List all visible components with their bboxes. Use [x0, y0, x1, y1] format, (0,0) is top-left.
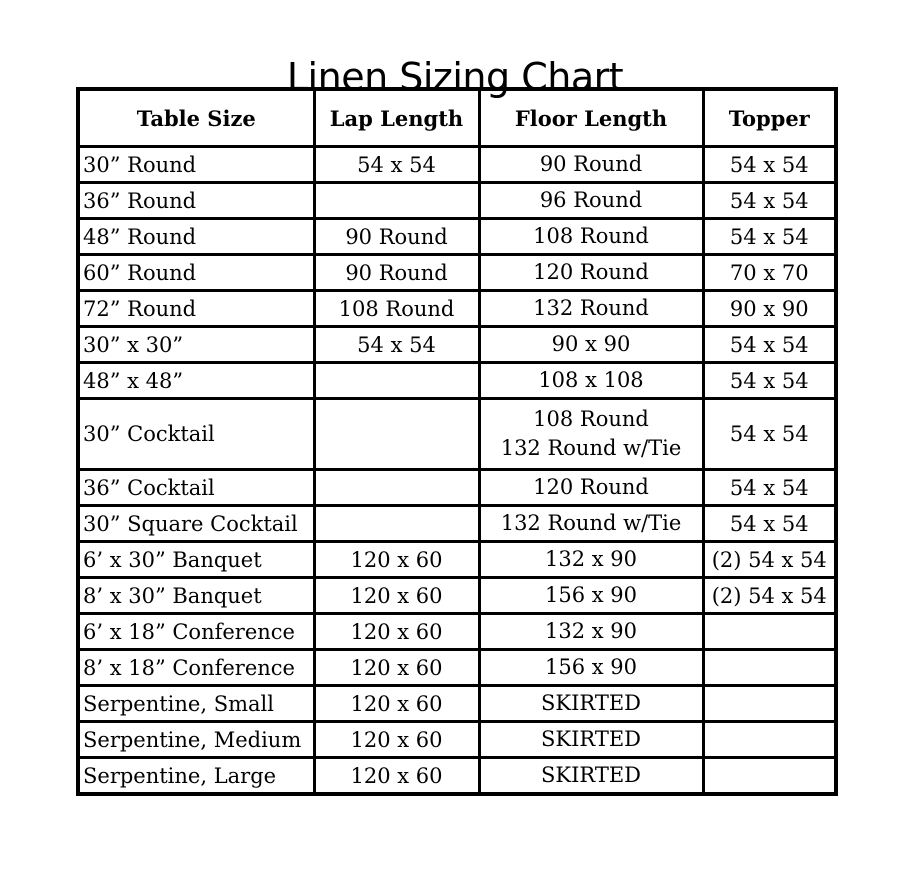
- table-row: [78, 470, 836, 506]
- cell-floor-length: [479, 327, 703, 363]
- cell-floor-length: [479, 686, 703, 722]
- cell-topper: [703, 686, 836, 722]
- floor-length-line: 132 x 90: [545, 619, 637, 643]
- cell-floor-length: [479, 219, 703, 255]
- cell-lap-length: [314, 506, 479, 542]
- cell-table-size: 30” Square Cocktail: [78, 506, 314, 542]
- header-topper: Topper: [703, 89, 836, 147]
- cell-topper: (2) 54 x 54: [703, 542, 836, 578]
- table-row: [78, 722, 836, 758]
- cell-topper: 54 x 54: [703, 506, 836, 542]
- cell-topper: 54 x 54: [703, 363, 836, 399]
- cell-floor-length: [479, 183, 703, 219]
- floor-length-line: 108 Round: [533, 224, 649, 248]
- table-row: [78, 327, 836, 363]
- cell-topper: 54 x 54: [703, 470, 836, 506]
- cell-lap-length: 120 x 60: [314, 542, 479, 578]
- floor-length-line: SKIRTED: [541, 727, 641, 751]
- cell-topper: (2) 54 x 54: [703, 578, 836, 614]
- floor-length-line: 132 x 90: [545, 547, 637, 571]
- cell-topper: 54 x 54: [703, 183, 836, 219]
- cell-lap-length: [314, 399, 479, 470]
- cell-topper: 54 x 54: [703, 147, 836, 183]
- floor-length-line: SKIRTED: [541, 691, 641, 715]
- cell-lap-length: 120 x 60: [314, 758, 479, 795]
- cell-floor-length: [479, 614, 703, 650]
- table-row: [78, 291, 836, 327]
- floor-length-line: 132 Round w/Tie: [500, 511, 682, 535]
- cell-floor-length: [479, 147, 703, 183]
- cell-table-size: 48” Round: [78, 219, 314, 255]
- cell-topper: 54 x 54: [703, 219, 836, 255]
- floor-length-line: 132 Round w/Tie: [500, 436, 682, 460]
- table-row: [78, 650, 836, 686]
- cell-topper: [703, 722, 836, 758]
- cell-topper: 54 x 54: [703, 327, 836, 363]
- cell-floor-length: [479, 470, 703, 506]
- cell-table-size: 36” Round: [78, 183, 314, 219]
- cell-table-size: Serpentine, Large: [78, 758, 314, 795]
- floor-length-line: 90 Round: [539, 152, 643, 176]
- cell-lap-length: [314, 183, 479, 219]
- table-row: [78, 363, 836, 399]
- cell-floor-length: [479, 399, 703, 470]
- table-row: [78, 255, 836, 291]
- cell-table-size: 8’ x 30” Banquet: [78, 578, 314, 614]
- cell-floor-length: [479, 758, 703, 795]
- chart-title: Linen Sizing Chart: [286, 55, 624, 100]
- cell-lap-length: 120 x 60: [314, 650, 479, 686]
- cell-lap-length: 120 x 60: [314, 722, 479, 758]
- cell-table-size: 72” Round: [78, 291, 314, 327]
- cell-lap-length: 90 Round: [314, 219, 479, 255]
- table-row: [78, 506, 836, 542]
- table-row: [78, 399, 836, 470]
- floor-length-line: 108 Round: [533, 407, 649, 431]
- table-body: [78, 147, 836, 795]
- cell-lap-length: 108 Round: [314, 291, 479, 327]
- floor-length-line: 120 Round: [533, 260, 649, 284]
- cell-topper: [703, 758, 836, 795]
- cell-table-size: Serpentine, Medium: [78, 722, 314, 758]
- cell-lap-length: [314, 470, 479, 506]
- table-row: [78, 758, 836, 795]
- cell-lap-length: 120 x 60: [314, 686, 479, 722]
- table-row: [78, 614, 836, 650]
- table-row: [78, 183, 836, 219]
- cell-topper: 70 x 70: [703, 255, 836, 291]
- cell-table-size: 30” Round: [78, 147, 314, 183]
- table-row: [78, 219, 836, 255]
- cell-table-size: 36” Cocktail: [78, 470, 314, 506]
- floor-length-line: 132 Round: [533, 296, 649, 320]
- table-row: [78, 147, 836, 183]
- floor-length-line: 120 Round: [533, 475, 649, 499]
- cell-lap-length: 54 x 54: [314, 147, 479, 183]
- cell-topper: [703, 614, 836, 650]
- floor-length-line: SKIRTED: [541, 763, 641, 787]
- header-floor-length: Floor Length: [479, 89, 703, 147]
- header-row: [78, 89, 836, 147]
- table-row: [78, 542, 836, 578]
- cell-lap-length: 54 x 54: [314, 327, 479, 363]
- table-row: [78, 686, 836, 722]
- cell-lap-length: 120 x 60: [314, 614, 479, 650]
- cell-floor-length: [479, 363, 703, 399]
- header-lap-length: Lap Length: [314, 89, 479, 147]
- cell-topper: 54 x 54: [703, 399, 836, 470]
- floor-length-line: 90 x 90: [551, 332, 631, 356]
- cell-floor-length: [479, 291, 703, 327]
- cell-table-size: 48” x 48”: [78, 363, 314, 399]
- cell-floor-length: [479, 255, 703, 291]
- cell-lap-length: [314, 363, 479, 399]
- floor-length-line: 96 Round: [539, 188, 643, 212]
- floor-length-line: 156 x 90: [545, 583, 637, 607]
- floor-length-line: 156 x 90: [545, 655, 637, 679]
- cell-lap-length: 90 Round: [314, 255, 479, 291]
- cell-topper: 90 x 90: [703, 291, 836, 327]
- floor-length-line: 108 x 108: [538, 368, 644, 392]
- cell-table-size: 30” x 30”: [78, 327, 314, 363]
- cell-floor-length: [479, 542, 703, 578]
- cell-table-size: 8’ x 18” Conference: [78, 650, 314, 686]
- cell-floor-length: [479, 506, 703, 542]
- cell-table-size: 6’ x 30” Banquet: [78, 542, 314, 578]
- cell-floor-length: [479, 722, 703, 758]
- header-table-size: Table Size: [78, 89, 314, 147]
- cell-table-size: 30” Cocktail: [78, 399, 314, 470]
- cell-floor-length: [479, 578, 703, 614]
- table-row: [78, 578, 836, 614]
- cell-topper: [703, 650, 836, 686]
- cell-table-size: 60” Round: [78, 255, 314, 291]
- cell-table-size: 6’ x 18” Conference: [78, 614, 314, 650]
- linen-sizing-table: [76, 87, 838, 796]
- cell-table-size: Serpentine, Small: [78, 686, 314, 722]
- cell-floor-length: [479, 650, 703, 686]
- cell-lap-length: 120 x 60: [314, 578, 479, 614]
